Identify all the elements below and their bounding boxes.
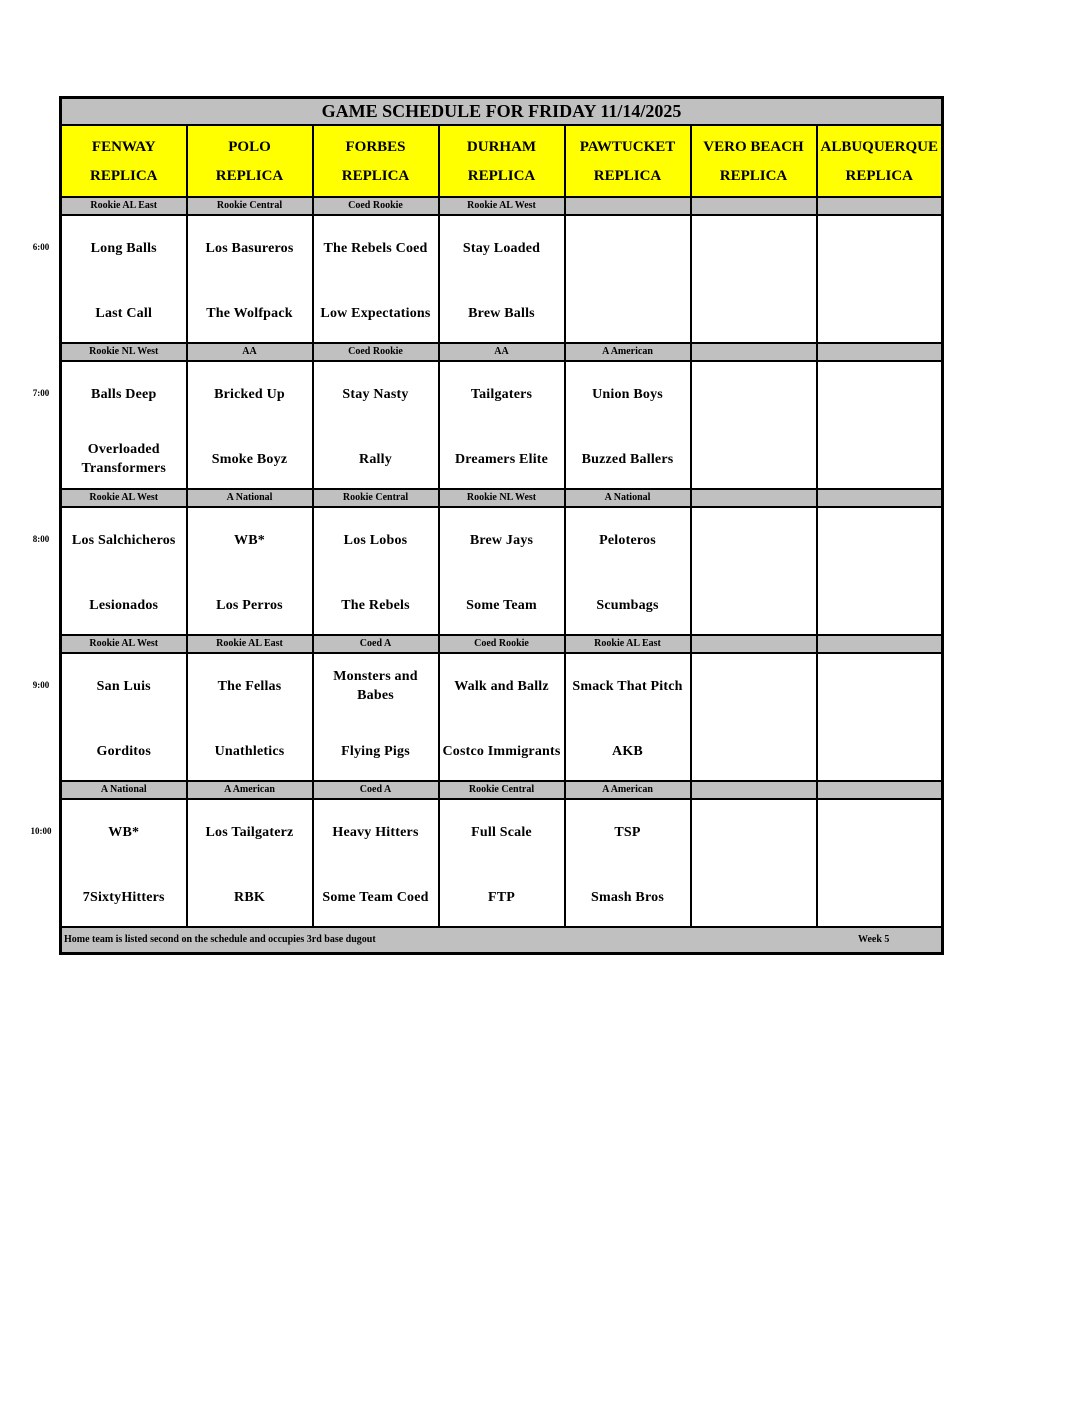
away-team: WB* — [234, 532, 265, 548]
away-team: San Luis — [96, 678, 151, 694]
home-team: FTP — [487, 889, 516, 905]
venue-subtitle: REPLICA — [593, 167, 662, 184]
game-cell — [691, 361, 817, 489]
game-cell — [817, 507, 943, 635]
league-label: Rookie AL East — [565, 635, 691, 653]
game-cell — [313, 653, 439, 781]
away-team: Bricked Up — [214, 386, 285, 402]
league-label: AA — [187, 343, 313, 361]
away-team — [692, 812, 816, 852]
away-team: Los Tailgaterz — [205, 824, 294, 840]
venue-header-forbes — [313, 125, 439, 197]
away-team: Tailgaters — [470, 386, 533, 402]
home-team — [692, 293, 816, 333]
away-team: Brew Jays — [469, 532, 534, 548]
away-team — [818, 520, 942, 560]
away-team — [692, 666, 816, 706]
league-label: Coed Rookie — [439, 635, 565, 653]
time-slot-label: 9:00 — [32, 680, 50, 690]
home-team — [818, 439, 942, 479]
away-team: Los Salchicheros — [71, 532, 176, 548]
home-team: Dreamers Elite — [454, 451, 549, 467]
home-team: The Rebels — [341, 597, 410, 613]
league-row — [61, 781, 943, 799]
away-team: Peloteros — [599, 532, 656, 548]
league-label: A American — [565, 781, 691, 799]
home-team: Some Team Coed — [322, 889, 429, 905]
home-team: Some Team — [466, 597, 537, 613]
home-team: Scumbags — [596, 597, 659, 613]
away-team: Los Basureros — [205, 240, 294, 256]
away-team — [818, 228, 942, 268]
home-team: Rally — [359, 451, 392, 467]
home-team: AKB — [612, 743, 643, 759]
league-label: A American — [565, 343, 691, 361]
home-team: Costco Immigrants — [442, 743, 561, 759]
game-row — [61, 361, 943, 489]
game-cell — [691, 215, 817, 343]
game-cell — [313, 215, 439, 343]
game-row — [61, 507, 943, 635]
away-team — [818, 812, 942, 852]
home-team — [818, 731, 942, 771]
venue-header-durham — [439, 125, 565, 197]
league-label — [691, 489, 817, 507]
away-team: TSP — [614, 824, 641, 840]
venue-subtitle: REPLICA — [341, 167, 410, 184]
game-cell — [187, 653, 313, 781]
away-team — [818, 666, 942, 706]
league-label: Rookie Central — [313, 489, 439, 507]
game-cell — [61, 653, 187, 781]
game-row — [61, 799, 943, 927]
game-cell — [187, 799, 313, 927]
game-cell — [61, 215, 187, 343]
home-team: Last Call — [95, 305, 153, 321]
away-team: The Rebels Coed — [323, 240, 428, 256]
venue-subtitle: REPLICA — [215, 167, 284, 184]
time-slot-label: 10:00 — [30, 826, 52, 836]
game-cell — [61, 361, 187, 489]
home-team — [692, 439, 816, 479]
time-column — [0, 0, 60, 1000]
league-label: Coed A — [313, 635, 439, 653]
home-team: Flying Pigs — [341, 743, 410, 759]
venue-name: POLO — [228, 138, 271, 155]
away-team: Los Lobos — [343, 532, 408, 548]
league-label: Rookie Central — [187, 197, 313, 215]
league-label — [817, 635, 943, 653]
game-cell — [313, 799, 439, 927]
home-team — [818, 585, 942, 625]
league-label: Coed A — [313, 781, 439, 799]
home-team-note: Home team is listed second on the schedule and occupies 3rd base dugout — [64, 934, 376, 945]
game-cell — [691, 653, 817, 781]
away-team: Stay Nasty — [342, 386, 409, 402]
home-team: RBK — [234, 889, 265, 905]
game-cell — [565, 653, 691, 781]
away-team: Full Scale — [471, 824, 532, 840]
home-team: Smoke Boyz — [211, 451, 288, 467]
away-team — [566, 228, 690, 268]
league-row — [61, 343, 943, 361]
game-cell — [691, 799, 817, 927]
away-team: Union Boys — [592, 386, 663, 402]
away-team: WB* — [108, 824, 140, 840]
league-row — [61, 635, 943, 653]
game-cell — [61, 799, 187, 927]
league-label: A National — [187, 489, 313, 507]
home-team: Gorditos — [96, 743, 151, 759]
league-label: Rookie AL West — [61, 635, 187, 653]
venue-name: FENWAY — [91, 138, 156, 155]
home-team: Lesionados — [89, 597, 159, 613]
league-label — [565, 197, 691, 215]
home-team: Overloaded Transformers — [81, 442, 167, 476]
game-cell — [187, 361, 313, 489]
venue-name: DURHAM — [466, 138, 537, 155]
footer-cell — [61, 927, 943, 954]
venue-header-pawtucket — [565, 125, 691, 197]
venue-name: PAWTUCKET — [579, 138, 676, 155]
game-cell — [439, 507, 565, 635]
home-team — [692, 731, 816, 771]
home-team: The Wolfpack — [206, 305, 293, 321]
away-team: Stay Loaded — [462, 240, 541, 256]
home-team: Smash Bros — [591, 889, 664, 905]
league-row — [61, 489, 943, 507]
home-team: Brew Balls — [468, 305, 535, 321]
game-cell — [439, 653, 565, 781]
league-label: Coed Rookie — [313, 343, 439, 361]
away-team — [692, 374, 816, 414]
league-label: Rookie AL West — [439, 197, 565, 215]
away-team: Walk and Ballz — [454, 678, 549, 694]
league-label — [691, 197, 817, 215]
home-team — [692, 877, 816, 917]
away-team — [692, 228, 816, 268]
home-team — [692, 585, 816, 625]
venue-header-vero-beach — [691, 125, 817, 197]
venue-name: ALBUQUERQUE — [820, 138, 939, 155]
venue-subtitle: REPLICA — [845, 167, 914, 184]
venue-subtitle: REPLICA — [719, 167, 788, 184]
game-cell — [439, 361, 565, 489]
league-label: A National — [565, 489, 691, 507]
venue-name: VERO BEACH — [703, 138, 804, 155]
title-row — [61, 98, 943, 126]
game-row — [61, 215, 943, 343]
game-cell — [691, 507, 817, 635]
game-cell — [439, 215, 565, 343]
game-cell — [817, 653, 943, 781]
game-cell — [61, 507, 187, 635]
venue-header-fenway — [61, 125, 187, 197]
time-slot-label: 6:00 — [32, 242, 50, 252]
home-team — [566, 293, 690, 333]
time-slot-label: 7:00 — [32, 388, 50, 398]
home-team: Los Perros — [216, 597, 283, 613]
game-cell — [817, 799, 943, 927]
venue-subtitle: REPLICA — [89, 167, 158, 184]
away-team — [692, 520, 816, 560]
league-label — [817, 489, 943, 507]
week-label: Week 5 — [858, 934, 890, 945]
game-cell — [565, 361, 691, 489]
league-label: Coed Rookie — [313, 197, 439, 215]
league-label: Rookie NL West — [439, 489, 565, 507]
league-label — [691, 635, 817, 653]
home-team: Unathletics — [214, 743, 285, 759]
game-cell — [565, 507, 691, 635]
away-team: The Fellas — [217, 678, 282, 694]
league-label: AA — [439, 343, 565, 361]
away-team: Smack That Pitch — [572, 678, 683, 694]
home-team: 7SixtyHitters — [82, 889, 165, 905]
away-team: Heavy Hitters — [332, 824, 419, 840]
footer-row — [61, 927, 943, 954]
league-label: Rookie AL East — [61, 197, 187, 215]
away-team — [818, 374, 942, 414]
game-cell — [187, 507, 313, 635]
game-cell — [313, 361, 439, 489]
league-label: Rookie Central — [439, 781, 565, 799]
time-slot-label: 8:00 — [32, 534, 50, 544]
league-label: A National — [61, 781, 187, 799]
league-label: A American — [187, 781, 313, 799]
league-label — [817, 197, 943, 215]
league-label: Rookie AL East — [187, 635, 313, 653]
venue-name: FORBES — [345, 138, 406, 155]
home-team — [818, 877, 942, 917]
home-team: Low Expectations — [320, 305, 431, 321]
league-label: Rookie NL West — [61, 343, 187, 361]
venue-subtitle: REPLICA — [467, 167, 536, 184]
game-cell — [565, 215, 691, 343]
game-cell — [817, 215, 943, 343]
league-row — [61, 197, 943, 215]
venue-header-polo — [187, 125, 313, 197]
home-team: Buzzed Ballers — [581, 451, 674, 467]
game-cell — [187, 215, 313, 343]
game-cell — [817, 361, 943, 489]
venue-header-albuquerque — [817, 125, 943, 197]
schedule-title: GAME SCHEDULE FOR FRIDAY 11/14/2025 — [61, 98, 943, 126]
game-cell — [565, 799, 691, 927]
game-cell — [313, 507, 439, 635]
game-cell — [439, 799, 565, 927]
league-label — [691, 343, 817, 361]
away-team: Balls Deep — [91, 386, 157, 402]
game-schedule-table — [59, 96, 944, 955]
away-team: Monsters and Babes — [333, 669, 418, 703]
away-team: Long Balls — [90, 240, 157, 256]
game-row — [61, 653, 943, 781]
league-label: Rookie AL West — [61, 489, 187, 507]
league-label — [817, 781, 943, 799]
league-label — [691, 781, 817, 799]
home-team — [818, 293, 942, 333]
league-label — [817, 343, 943, 361]
venue-header-row — [61, 125, 943, 197]
